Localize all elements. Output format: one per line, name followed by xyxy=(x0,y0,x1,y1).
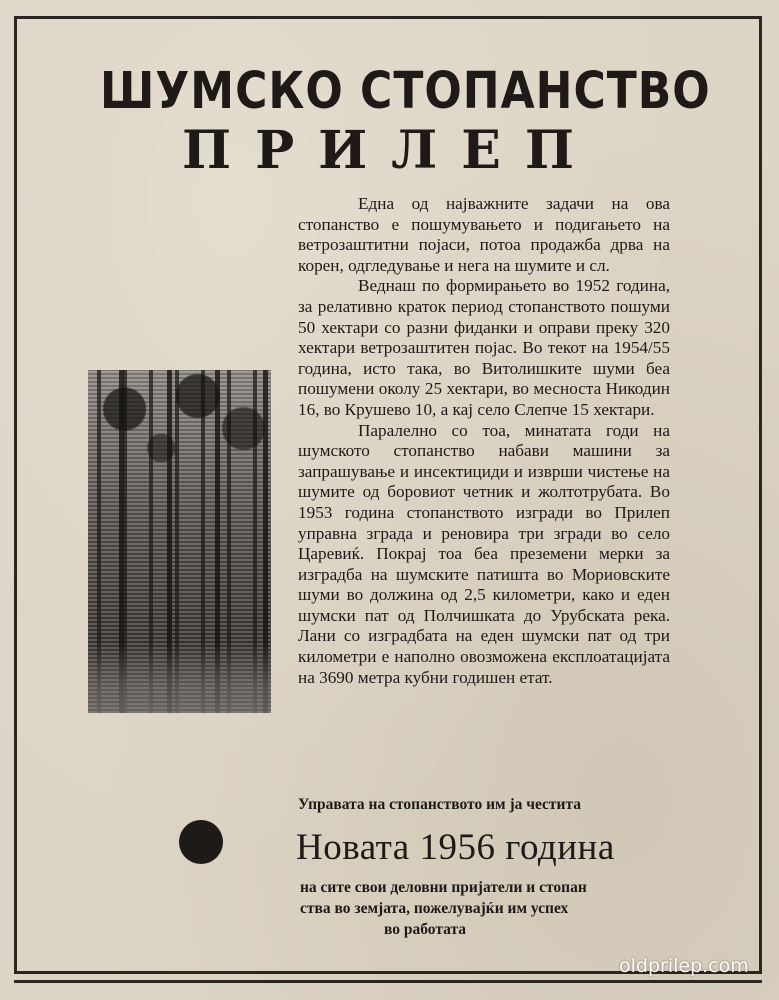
article-body xyxy=(298,194,670,688)
article-paragraph-1: Една од најважните задачи на ова стопанство е пошумувањето и подигањето на ветрозаштитни појаси, потоа продажба дрва на корен, одгледување и нега на шумите и сл. xyxy=(298,194,670,275)
ad-border-bottom-rule xyxy=(14,980,762,983)
wish-line-3: во работата xyxy=(384,921,467,938)
forest-canopy xyxy=(88,370,271,500)
forest-photo xyxy=(88,370,271,713)
wish-line-1: на сите свои деловни пријатели и стопан xyxy=(300,879,587,896)
wish-block xyxy=(300,877,670,940)
management-greeting: Управата на стопанството им ја честита xyxy=(298,796,582,813)
article-paragraph-2: Веднаш по формирањето во 1952 година, за релативно краток период стопанството пошуми 50 хектари со разни фиданки и оправи преку 320 хектари ветрозаштитен појас. Во текот на 1954/55 година, исто така, во Витолишките шуми беа пошумени околу 25 хектари, во месноста Никодин 16, во Крушево 10, а кај село Слепче 15 хектари. xyxy=(298,276,670,419)
new-year-headline: Новата 1956 година xyxy=(296,827,615,868)
watermark-text: oldprilep.com xyxy=(619,955,749,977)
article-paragraph-3: Паралелно со тоа, минатата годи на шумското стопанство набави машини за запрашување и инсектициди и изврши чистење на шумите од боровиот четник и жолтотрубата. Во 1953 година стопанството изгради во Прилеп управна зграда и реновира три згради во село Царевиќ. Покрај тоа беа преземени мерки за изградба на шумските патишта во Мориовските шуми во должина од 2,5 километри, како и еден шумски пат од Полчишката до Урубската река. Лани со изградбата на еден шумски пат од три километри е наполно овозможена експлоатацијата на 3690 метра кубни годишен етат. xyxy=(298,420,670,687)
headline-city: ПРИЛЕП xyxy=(181,120,599,181)
wish-line-2: ства во земјата, пожелувајќи им успех xyxy=(300,900,569,917)
forest-ground xyxy=(88,643,271,713)
headline-title: ШУМСКО СТОПАНСТВО xyxy=(100,62,711,121)
bullet-dot-icon xyxy=(179,820,223,864)
